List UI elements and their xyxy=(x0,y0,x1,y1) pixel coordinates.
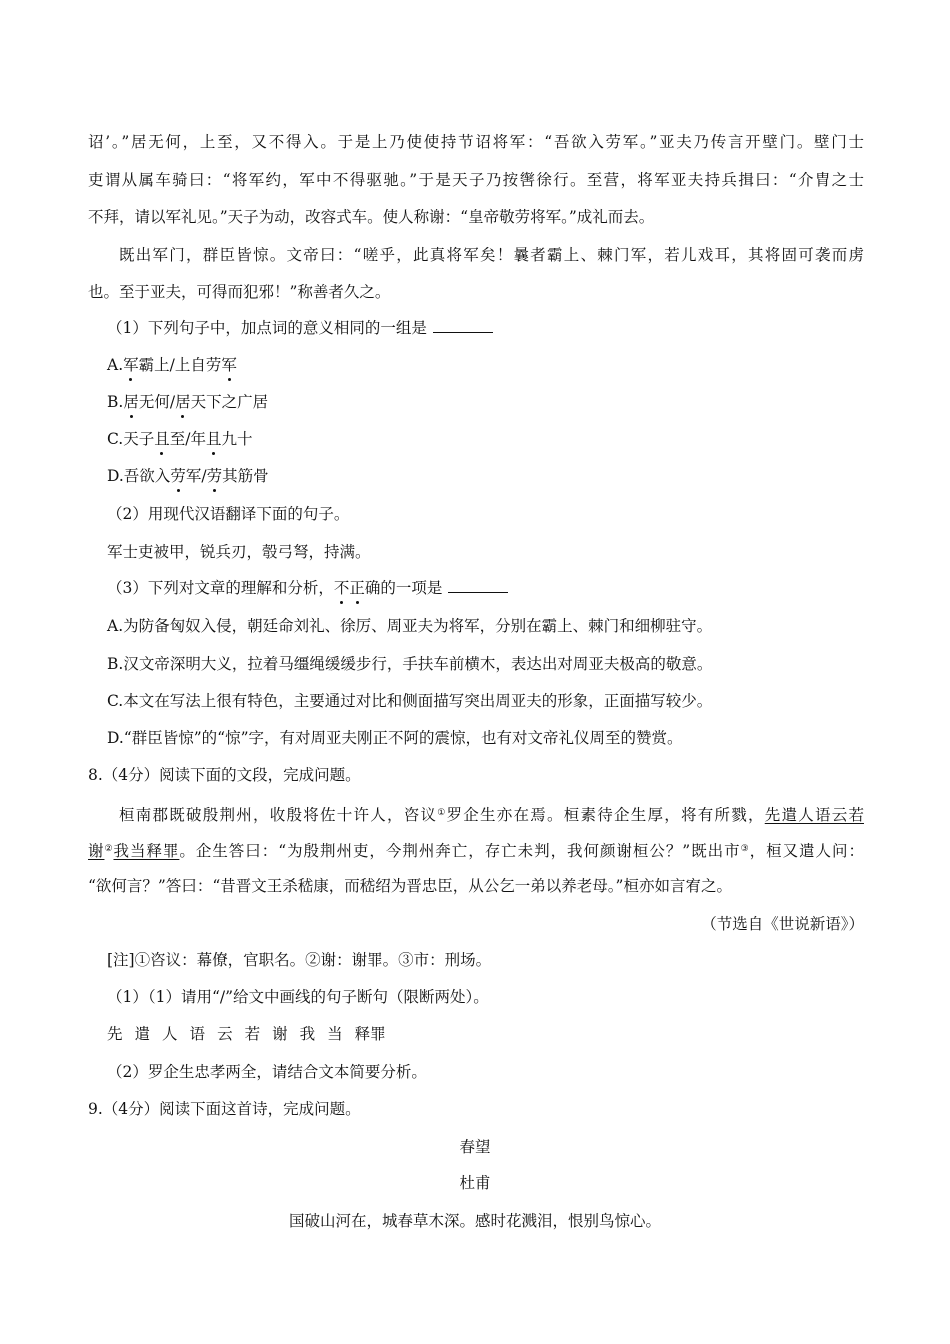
option-text: 天下之广居 xyxy=(190,393,269,411)
underlined-sentence: 先遣人语云若 xyxy=(764,806,864,824)
option-text: 霸上/上自劳 xyxy=(138,356,222,374)
dotted-word: 劳 xyxy=(170,467,186,485)
passage-line xyxy=(88,838,864,862)
passage-line: 不拜，请以军礼见。”天子为动，改容式车。使人称谢：“皇帝敬劳将军。”成礼而去。 xyxy=(88,208,655,226)
footnote-marker: ② xyxy=(104,844,114,854)
option-d xyxy=(107,465,269,487)
answer-blank[interactable] xyxy=(448,578,508,593)
sentence-char[interactable]: 语 xyxy=(189,1025,206,1043)
option-text: D.吾欲入 xyxy=(107,467,171,485)
option-text: B. xyxy=(107,393,124,411)
question-7-1-stem xyxy=(107,317,493,339)
option-text: 无何/ xyxy=(138,393,176,411)
passage-line: 既出军门，群臣皆惊。文帝曰：“嗟乎，此真将军矣！曩者霸上、棘门军，若儿戏耳，其将固可袭而虏 xyxy=(119,246,864,264)
footnote: [注]①咨议：幕僚，官职名。②谢：谢罪。③市：刑场。 xyxy=(107,951,492,969)
option-d: D.“群臣皆惊”的“惊”字，有对周亚夫刚正不阿的震惊，也有对文帝礼仪周至的赞赏。 xyxy=(107,729,683,747)
passage-text: 罗企生亦在焉。桓素待企生厚，将有所戮， xyxy=(446,806,765,824)
option-text: 至/年 xyxy=(169,430,206,448)
dotted-word: 居 xyxy=(175,393,191,411)
poem-author: 杜甫 xyxy=(459,1174,491,1192)
sentence-char[interactable]: 遣 xyxy=(134,1025,151,1043)
question-7-2-stem: （2）用现代汉语翻译下面的句子。 xyxy=(107,505,350,523)
question-8-1-stem: （1）（1）请用“/”给文中画线的句子断句（限断两处）。 xyxy=(107,988,489,1006)
dotted-word: 劳 xyxy=(206,467,223,485)
dotted-word: 正 xyxy=(349,579,365,597)
poem-title: 春望 xyxy=(459,1138,491,1156)
footnote-marker: ③ xyxy=(740,844,750,854)
stem-text: （1）下列句子中，加点词的意义相同的一组是 xyxy=(107,319,427,337)
dotted-word: 不 xyxy=(333,579,350,597)
passage-text: 桓南郡既破殷荆州，收殷将佐十许人，咨议 xyxy=(119,806,438,824)
passage-text: ，桓又遣人问： xyxy=(749,842,864,860)
sentence-char[interactable]: 我 xyxy=(299,1025,316,1043)
dotted-word: 军 xyxy=(123,356,139,374)
passage-line: 也。至于亚夫，可得而犯邪！”称善者久之。 xyxy=(88,283,391,301)
punctuation-sentence xyxy=(107,1023,398,1045)
sentence-char[interactable]: 云 xyxy=(217,1025,233,1043)
option-a xyxy=(107,354,237,376)
sentence-char[interactable]: 谢 xyxy=(272,1025,288,1043)
dotted-word: 军 xyxy=(221,356,237,374)
option-b: B.汉文帝深明大义，拉着马缰绳缓缓步行，手扶车前横木，表达出对周亚夫极高的敬意。 xyxy=(107,655,713,673)
option-text: A. xyxy=(107,356,124,374)
passage-line: “欲何言？”答曰：“昔晋文王杀嵇康，而嵇绍为晋忠臣，从公乞一弟以养老母。”桓亦如言宥之。 xyxy=(88,877,732,895)
option-c xyxy=(107,428,253,450)
translate-sentence: 军士吏被甲，锐兵刃，彀弓弩，持满。 xyxy=(107,543,371,561)
underlined-sentence: 我当释罪 xyxy=(113,842,180,860)
dotted-word: 居 xyxy=(123,393,139,411)
option-a: A.为防备匈奴入侵，朝廷命刘礼、徐厉、周亚夫为将军，分别在霸上、棘门和细柳驻守。 xyxy=(107,617,713,635)
dotted-word: 且 xyxy=(205,430,222,448)
question-8-2-stem: （2）罗企生忠孝两全，请结合文本简要分析。 xyxy=(107,1063,427,1081)
passage-line: 吏谓从属车骑曰：“将军约，军中不得驱驰。”于是天子乃按辔徐行。至营，将军亚夫持兵揖曰：“介胄之士 xyxy=(88,171,864,189)
option-text: 军/ xyxy=(185,467,207,485)
sentence-char[interactable]: 若 xyxy=(244,1025,261,1043)
question-9-heading: 9.（4分）阅读下面这首诗，完成问题。 xyxy=(88,1100,361,1118)
poem-line: 国破山河在，城春草木深。感时花溅泪，恨别鸟惊心。 xyxy=(288,1212,661,1230)
footnote-marker: ① xyxy=(437,808,447,818)
sentence-char[interactable]: 释罪 xyxy=(354,1025,386,1043)
sentence-char[interactable]: 先 xyxy=(107,1025,123,1043)
stem-text: 确的一项是 xyxy=(364,579,443,597)
question-8-heading: 8.（4分）阅读下面的文段，完成问题。 xyxy=(88,766,361,784)
question-7-3-stem xyxy=(107,577,508,599)
stem-text: （3）下列对文章的理解和分析， xyxy=(107,579,334,597)
answer-blank[interactable] xyxy=(433,318,493,333)
option-text: 九十 xyxy=(221,430,253,448)
option-text: C.天子 xyxy=(107,430,155,448)
source-citation: （节选自《世说新语》） xyxy=(701,915,864,933)
option-c: C.本文在写法上很有特色，主要通过对比和侧面描写突出周亚夫的形象，正面描写较少。 xyxy=(107,692,713,710)
passage-line xyxy=(119,802,864,826)
passage-line: 诏’。”居无何，上至，又不得入。于是上乃使使持节诏将军：“吾欲入劳军。”亚夫乃传言开壁门。壁门士 xyxy=(88,133,864,151)
option-text: 其筋骨 xyxy=(222,467,269,485)
sentence-char[interactable]: 人 xyxy=(162,1025,178,1043)
dotted-word: 且 xyxy=(154,430,170,448)
option-b xyxy=(107,391,268,413)
sentence-char[interactable]: 当 xyxy=(327,1025,343,1043)
passage-text: 。企生答曰：“为殷荆州吏，今荆州奔亡，存亡未判，我何颜谢桓公？”既出市 xyxy=(179,842,741,860)
underlined-sentence: 谢 xyxy=(88,842,105,860)
